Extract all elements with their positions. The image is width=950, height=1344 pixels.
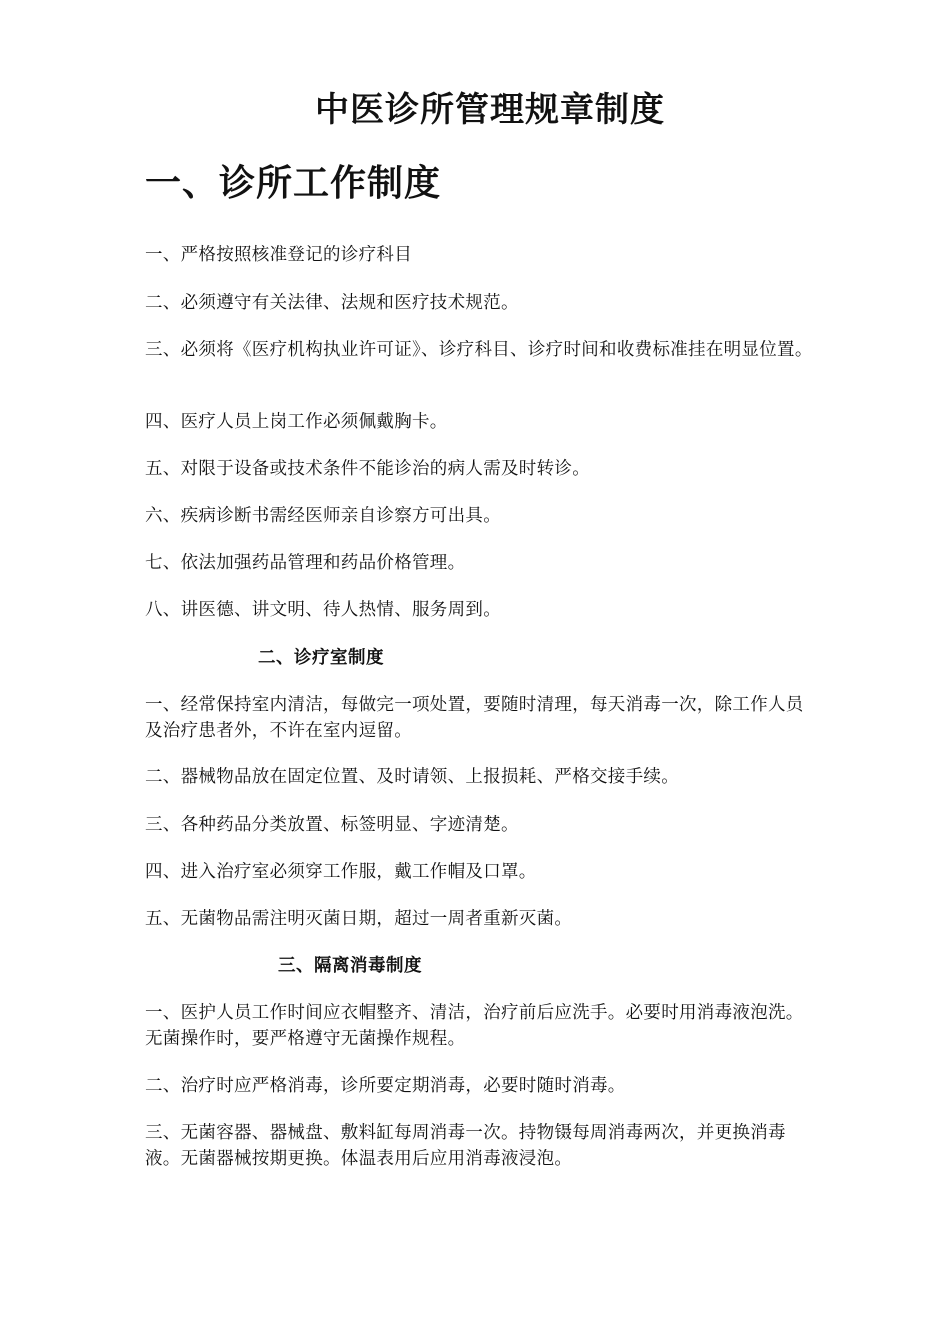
section2-item-1: 一、经常保持室内清洁，每做完一项处置，要随时清理，每天消毒一次，除工作人员及治疗患者外，不许在室内逗留。: [145, 695, 804, 741]
section1-item-7: 七、依法加强药品管理和药品价格管理。: [145, 553, 466, 573]
section-heading-disinfection: 三、隔离消毒制度: [278, 956, 422, 976]
section1-item-5: 五、对限于设备或技术条件不能诊治的病人需及时转诊。: [145, 459, 590, 479]
section1-item-2: 二、必须遵守有关法律、法规和医疗技术规范。: [145, 293, 519, 313]
section-heading-work-rules: 一、诊所工作制度: [145, 162, 442, 204]
section1-item-6: 六、疾病诊断书需经医师亲自诊察方可出具。: [145, 506, 501, 526]
section-heading-treatment-room: 二、诊疗室制度: [258, 648, 384, 668]
section3-item-1: 一、医护人员工作时间应衣帽整齐、清洁，治疗前后应洗手。必要时用消毒液泡洗。无菌操作时，要严格遵守无菌操作规程。: [145, 1003, 804, 1049]
section3-item-3: 三、无菌容器、器械盘、敷料缸每周消毒一次。持物镊每周消毒两次，并更换消毒液。无菌器械按期更换。体温表用后应用消毒液浸泡。: [145, 1123, 786, 1169]
section1-item-1: 一、严格按照核准登记的诊疗科目: [145, 245, 412, 265]
section1-item-4: 四、医疗人员上岗工作必须佩戴胸卡。: [145, 412, 448, 432]
section1-item-8: 八、讲医德、讲文明、待人热情、服务周到。: [145, 600, 501, 620]
section2-item-5: 五、无菌物品需注明灭菌日期，超过一周者重新灭菌。: [145, 909, 573, 929]
section2-item-2: 二、器械物品放在固定位置、及时请领、上报损耗、严格交接手续。: [145, 767, 679, 787]
document-title: 中医诊所管理规章制度: [315, 90, 665, 130]
section1-item-3: 三、必须将《医疗机构执业许可证》、诊疗科目、诊疗时间和收费标准挂在明显位置。: [145, 340, 813, 360]
section2-item-3: 三、各种药品分类放置、标签明显、字迹清楚。: [145, 815, 519, 835]
section2-item-4: 四、进入治疗室必须穿工作服，戴工作帽及口罩。: [145, 862, 537, 882]
section3-item-2: 二、治疗时应严格消毒，诊所要定期消毒，必要时随时消毒。: [145, 1076, 626, 1096]
